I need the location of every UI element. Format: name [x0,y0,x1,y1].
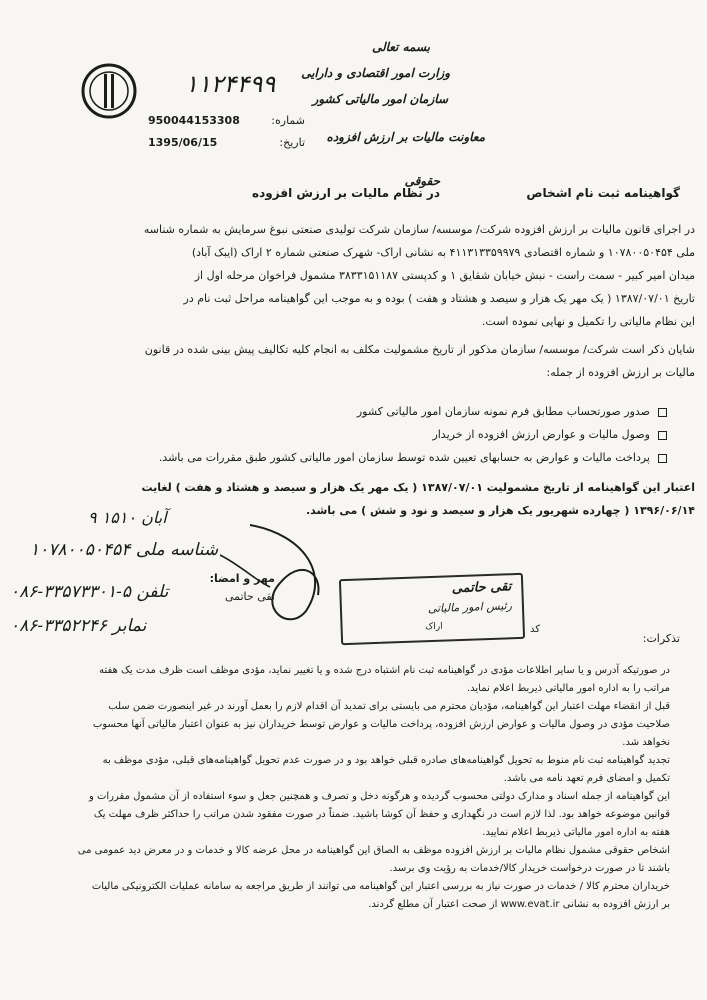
registration-paragraph [30,218,695,333]
document-date: 1395/06/15 [148,136,218,149]
number-label: شماره: [271,114,305,127]
signer-name: تقی حاتمی [224,590,275,603]
note-line: این گواهینامه از جمله اسناد و مدارک دولتی محسوب گردیده و هرگونه دخل و تصرف و همچنین جعل و سوء استفاده از آن مشمول مقررات و [88,791,670,802]
handwritten-serial-number: ۱۱۲۴۴۹۹ [185,70,276,98]
paragraph-line: تاریخ ۱۳۸۷/۰۷/۰۱ ( یک مهر یک هزار و سیصد و هشتاد و هفت ) بوده و به موجب این گواهینامه مراحل ثبت نام در [183,292,695,305]
stamp-code-label: کد [529,624,540,635]
paragraph-line: این نظام مالیاتی را تکمیل و نهایی نموده است. [481,315,695,328]
deputy-title: معاونت مالیات بر ارزش افزوده [326,130,485,144]
note-line: بر ارزش افزوده به نشانی www.evat.ir از صحت اعتبار آن مطلع گردند. [368,899,670,910]
bismillah: بسمه تعالی [371,40,430,54]
note-line: در صورتیکه آدرس و یا سایر اطلاعات مؤدی در گواهینامه ثبت نام اشتباه درج شده و یا تغییر نماید، مؤدی موظف است ظرف مدت یک هفته [99,665,670,676]
stamp-title: رئیس امور مالیاتی [427,599,513,616]
stamp-city: اراک [425,621,443,633]
duties-list [30,400,650,469]
document-number: 950044153308 [148,114,240,127]
handwritten-date-note: ۹ آبان ۱۵۱۰ [88,508,167,527]
note-line: هفته به اداره امور مالیاتی ذیربط اعلام نمایید. [482,827,670,838]
ministry-name: وزارت امور اقتصادی و دارایی [301,66,450,80]
note-line: خریداران محترم کالا / خدمات در صورت نیاز به بررسی اعتبار این گواهینامه می توانند از طریق مراجعه به سامانه عملیات الکترونیکی مالیات [91,881,670,892]
note-line: باشند تا در صورت درخواست خریدار کالا/خدمات به رؤیت وی برسد. [389,863,670,874]
organization-name: سازمان امور مالیاتی کشور [312,92,448,106]
duty-item: وصول مالیات و عوارض ارزش افزوده از خریدار [432,428,650,441]
paragraph-line: میدان امیر کبیر - سمت راست - نبش خیابان شقایق ۱ و کدپستی ۳۸۳۳۱۵۱۱۸۷ مشمول فراخوان مرحله اول از [194,269,695,282]
entity-type: حقوقی [404,174,440,188]
notes-heading: تذکرات: [642,632,680,645]
handwritten-phone: ۰۸۶-۳۳۵۷۳۳۰۱-۵ تلفن [10,582,169,602]
stamp-name: تقی حاتمی [451,579,512,597]
date-label: تاریخ: [279,136,305,149]
checkbox-icon [658,408,667,417]
signature-scribble [210,515,360,635]
validity-line: اعتبار این گواهینامه از تاریخ مشمولیت ۱۳۸۷/۰۷/۰۱ ( یک مهر یک هزار و سیصد و هشتاد و هفت ) لغایت [141,481,695,494]
paragraph-line: مالیات بر ارزش افزوده از جمله: [546,366,695,379]
emblem-logo [80,62,138,120]
signature-label: مهر و امضا: [209,572,275,585]
certificate-title-suffix: در نظام مالیات بر ارزش افزوده [252,186,440,200]
note-line: تکمیل و امضای فرم تعهد نامه می باشد. [503,773,670,784]
note-line: صلاحیت مؤدی در وصول مالیات و عوارض ارزش افزوده، پرداخت مالیات و عوارض توسط خریداران نیز به عنوان اعتبار مالیاتی آنها محسوب [92,719,670,730]
paragraph-line: شایان ذکر است شرکت/ موسسه/ سازمان مذکور از تاریخ مشمولیت مکلف به انجام کلیه تکالیف پیش بینی شده در قانون [144,343,695,356]
note-line: قوانین موضوعه خواهد بود. لذا لازم است در نگهداری و حفظ آن کوشا باشید. ضمناً در صورت مفقود شدن مراتب را حداکثر ظرف مهلت یک [93,809,670,820]
note-line: نخواهد شد. [622,737,670,748]
validity-line: ۱۳۹۶/۰۶/۱۴ ( چهارده شهریور یک هزار و سیصد و نود و شش ) می باشد. [305,504,695,517]
official-stamp [339,573,525,645]
paragraph-line: در اجرای قانون مالیات بر ارزش افزوده شرکت/ موسسه/ سازمان شرکت تولیدی صنعتی نبوغ سرمایش به شماره شناسه [143,223,695,236]
handwritten-fax: ۰۸۶-۳۳۵۲۲۴۶ نمابر [10,616,147,636]
note-line: اشخاص حقوقی مشمول نظام مالیات بر ارزش افزوده موظف به الصاق این گواهینامه در محل عرضه کالا و خدمات و در معرض دید عمومی می [77,845,670,856]
duty-item: پرداخت مالیات و عوارض به حسابهای تعیین شده توسط سازمان امور مالیاتی کشور طبق مقررات می باشد. [158,451,650,464]
checkbox-icon [658,431,667,440]
handwritten-national-id: ۱۰۷۸۰۰۵۰۴۵۴ شناسه ملی [30,540,219,560]
duty-item: صدور صورتحساب مطابق فرم نمونه سازمان امور مالیاتی کشور [356,405,650,418]
checkbox-icon [658,454,667,463]
note-line: مراتب را به اداره امور مالیاتی ذیربط اعلام نماید. [466,683,670,694]
note-line: قبل از انقضاء مهلت اعتبار این گواهینامه، مؤدیان محترم می بایستی برای تمدید آن اقدام لازم را بعمل آورند در غیر اینصورت ضمن سلب [108,701,670,712]
notes-list [77,662,670,914]
obligations-paragraph [30,338,695,384]
note-line: تجدید گواهینامه ثبت نام منوط به تحویل گواهینامه‌های صادره قبلی خواهد بود و در صورت عدم تحویل گواهینامه‌های قبلی، مؤدی موظف به [102,755,670,766]
certificate-title-prefix: گواهینامه ثبت نام اشخاص [526,186,680,200]
paragraph-line: ملی ۱۰۷۸۰۰۵۰۴۵۴ و شماره اقتصادی ۴۱۱۳۱۳۳۵۹۹۷۹ به نشانی اراک- شهرک صنعتی شماره ۲ اراک (ایبک آباد) [191,246,695,259]
